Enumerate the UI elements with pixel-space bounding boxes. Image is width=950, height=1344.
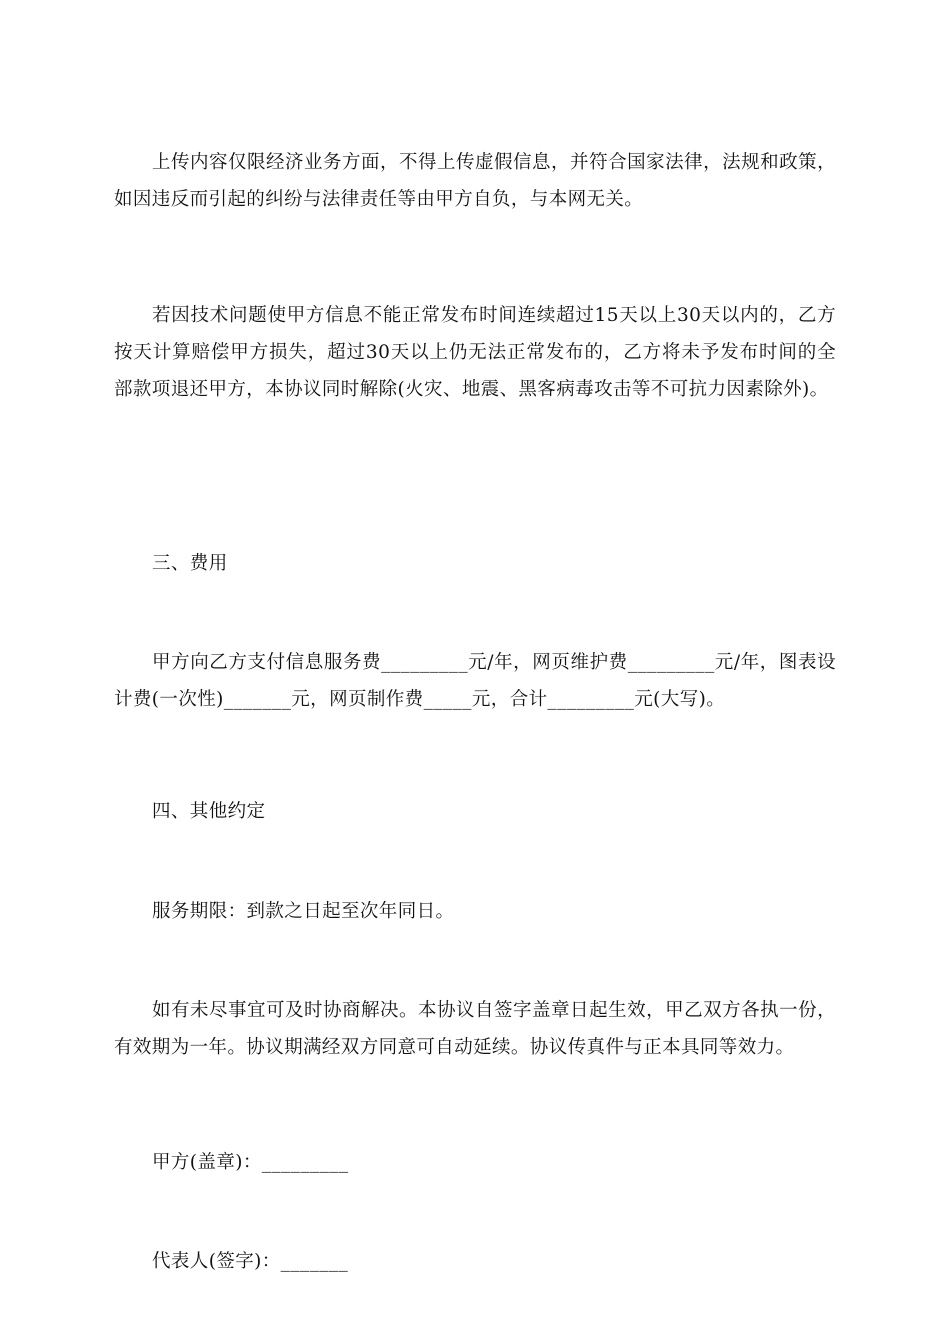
representative-signature-line: 代表人(签字)：_______ — [152, 1251, 349, 1272]
party-a-seal-line: 甲方(盖章)：_________ — [152, 1152, 349, 1173]
section-heading-other-terms: 四、其他约定 — [152, 801, 266, 822]
paragraph-technical-issues: 若因技术问题使甲方信息不能正常发布时间连续超过15天以上30天以内的，乙方按天计算赔偿甲方损失，超过30天以上仍无法正常发布的，乙方将未予发布时间的全部款项退还甲方，本协议同时解除(火灾、地震、黑客病毒攻击等不可抗力因素除外)。 — [114, 305, 836, 400]
section-heading-fees: 三、费用 — [152, 553, 228, 574]
paragraph-effectiveness: 如有未尽事宜可及时协商解决。本协议自签字盖章日起生效，甲乙双方各执一份，有效期为一年。协议期满经双方同意可自动延续。协议传真件与正本具同等效力。 — [114, 1000, 836, 1058]
paragraph-upload-content: 上传内容仅限经济业务方面，不得上传虚假信息，并符合国家法律，法规和政策，如因违反而引起的纠纷与法律责任等由甲方自负，与本网无关。 — [114, 152, 836, 210]
paragraph-fees: 甲方向乙方支付信息服务费_________元/年，网页维护费_________元/年，图表设计费(一次性)_______元，网页制作费_____元，合计_________元(大写)。 — [114, 652, 836, 710]
paragraph-service-period: 服务期限：到款之日起至次年同日。 — [152, 901, 455, 922]
